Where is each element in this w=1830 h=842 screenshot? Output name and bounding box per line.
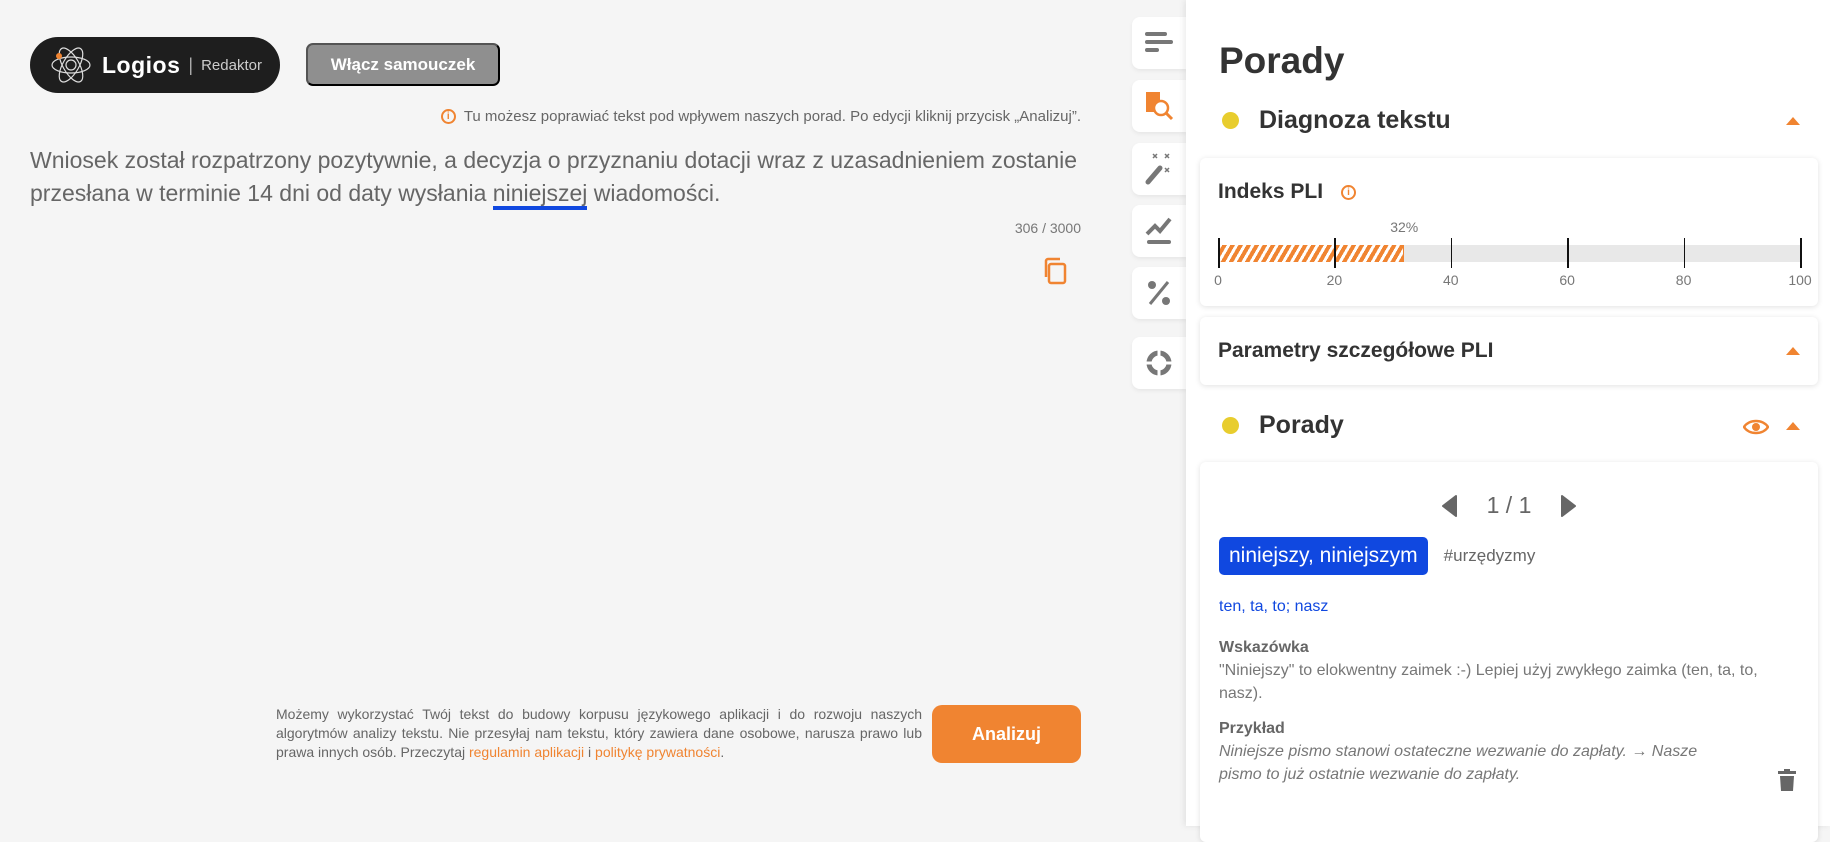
hint-title: Wskazówka: [1219, 639, 1309, 656]
pli-params-card[interactable]: [1200, 317, 1818, 385]
align-left-icon: [1145, 32, 1173, 54]
atom-logo-icon: [50, 44, 92, 86]
analyze-button[interactable]: Analizuj: [932, 705, 1081, 763]
toolbar-stats-button[interactable]: [1132, 205, 1186, 257]
tips-header[interactable]: [1222, 411, 1344, 440]
pli-params-title: Parametry szczegółowe PLI: [1218, 339, 1494, 362]
panel-title: Porady: [1219, 40, 1345, 81]
example-title: Przykład: [1219, 720, 1285, 737]
tip-card: [1200, 462, 1818, 842]
terms-link[interactable]: regulamin aplikacji: [468, 744, 585, 760]
lifebuoy-icon: [1146, 350, 1172, 376]
tip-suggestion[interactable]: ten, ta, to; nasz: [1219, 598, 1329, 615]
diagnosis-header[interactable]: [1222, 106, 1451, 135]
example-text: Niniejsze pismo stanowi ostateczne wezwanie do zapłaty. → Nasze pismo to już ostatnie wezwanie do zapłaty.: [1219, 743, 1698, 783]
document-search-icon: [1144, 91, 1174, 121]
pli-tick-label: 20: [1326, 272, 1343, 288]
notice-end: .: [720, 744, 725, 760]
pli-fill: [1218, 245, 1404, 262]
logo[interactable]: [30, 37, 280, 93]
collapse-diagnosis-icon[interactable]: [1786, 117, 1800, 125]
privacy-link[interactable]: politykę prywatności: [595, 744, 721, 760]
pli-tick: [1684, 238, 1686, 268]
pli-tick: [1218, 238, 1220, 268]
pli-gauge: [1214, 219, 1812, 298]
notice-text: Możemy wykorzystać Twój tekst do budowy korpusu językowego aplikacji i do rozwoju naszych algorytmów analizy tekstu. Nie przesyłaj nam tekstu, który zawiera dane osobowe, narusza prawo lub prawa innych osób. Przeczytaj: [276, 706, 922, 760]
brand-separator: |: [188, 54, 194, 75]
tutorial-button[interactable]: Włącz samouczek: [306, 43, 500, 86]
product-name: Redaktor: [201, 56, 262, 74]
trash-icon[interactable]: [1778, 769, 1796, 791]
brand-name: Logios: [102, 51, 181, 78]
diagnosis-title: Diagnoza tekstu: [1259, 106, 1451, 134]
tip-tag[interactable]: #urzędyzmy: [1443, 546, 1536, 565]
pli-tick: [1800, 238, 1802, 268]
magic-wand-icon: [1144, 152, 1174, 186]
pli-info-icon[interactable]: i: [1341, 185, 1356, 200]
tip-pager: 1 / 1: [1486, 492, 1532, 518]
pli-card: [1200, 158, 1818, 306]
char-counter: 306 / 3000: [1014, 220, 1081, 236]
pli-tick-label: 100: [1788, 272, 1812, 288]
collapse-tips-icon[interactable]: [1786, 422, 1800, 430]
pli-tick-label: 80: [1675, 272, 1692, 288]
status-dot: [1222, 112, 1239, 129]
pli-value-label: 32%: [1390, 219, 1419, 235]
trend-chart-icon: [1145, 216, 1173, 246]
notice-and: i: [584, 744, 596, 760]
collapse-params-icon[interactable]: [1786, 347, 1800, 355]
info-text: Tu możesz poprawiać tekst pod wpływem naszych porad. Po edycji kliknij przycisk „Analizuj”.: [463, 108, 1081, 125]
pli-tick: [1567, 238, 1569, 268]
copy-icon[interactable]: [1042, 257, 1068, 285]
tip-phrase-chip[interactable]: niniejszy, niniejszym: [1219, 537, 1428, 575]
info-icon: i: [441, 109, 456, 124]
hint-text: "Niniejszy" to elokwentny zaimek :-) Lepiej użyj zwykłego zaimka (ten, ta, to, nasz).: [1219, 662, 1758, 702]
toolbar-diagnosis-button[interactable]: [1132, 80, 1186, 132]
next-tip-icon[interactable]: [1561, 495, 1577, 517]
percent-icon: [1146, 279, 1172, 307]
text-after: wiadomości.: [587, 180, 721, 206]
toolbar-percent-button[interactable]: [1132, 267, 1186, 319]
text-before: Wniosek został rozpatrzony pozytywnie, a decyzja o przyznaniu dotacji wraz z uzasadnieniem zostanie przesłana w terminie 14 dni od daty wysłania: [30, 147, 1078, 206]
editor-info: [441, 108, 1081, 125]
pli-tick-label: 60: [1559, 272, 1575, 288]
toolbar-magic-button[interactable]: [1132, 143, 1186, 195]
highlighted-word[interactable]: niniejszej: [493, 180, 588, 210]
pli-tick-label: 40: [1443, 272, 1459, 288]
pli-tick: [1451, 238, 1453, 268]
prev-tip-icon[interactable]: [1441, 495, 1457, 517]
tips-title: Porady: [1259, 411, 1344, 439]
pli-title: Indeks PLI: [1218, 180, 1324, 203]
pli-tick: [1334, 238, 1336, 268]
toolbar-text-button[interactable]: [1132, 17, 1186, 69]
privacy-notice: [276, 705, 922, 762]
eye-icon[interactable]: [1743, 418, 1769, 436]
pli-tick-label: 0: [1214, 272, 1222, 288]
toolbar-help-button[interactable]: [1132, 337, 1186, 389]
text-editor[interactable]: [30, 144, 1090, 210]
status-dot: [1222, 417, 1239, 434]
